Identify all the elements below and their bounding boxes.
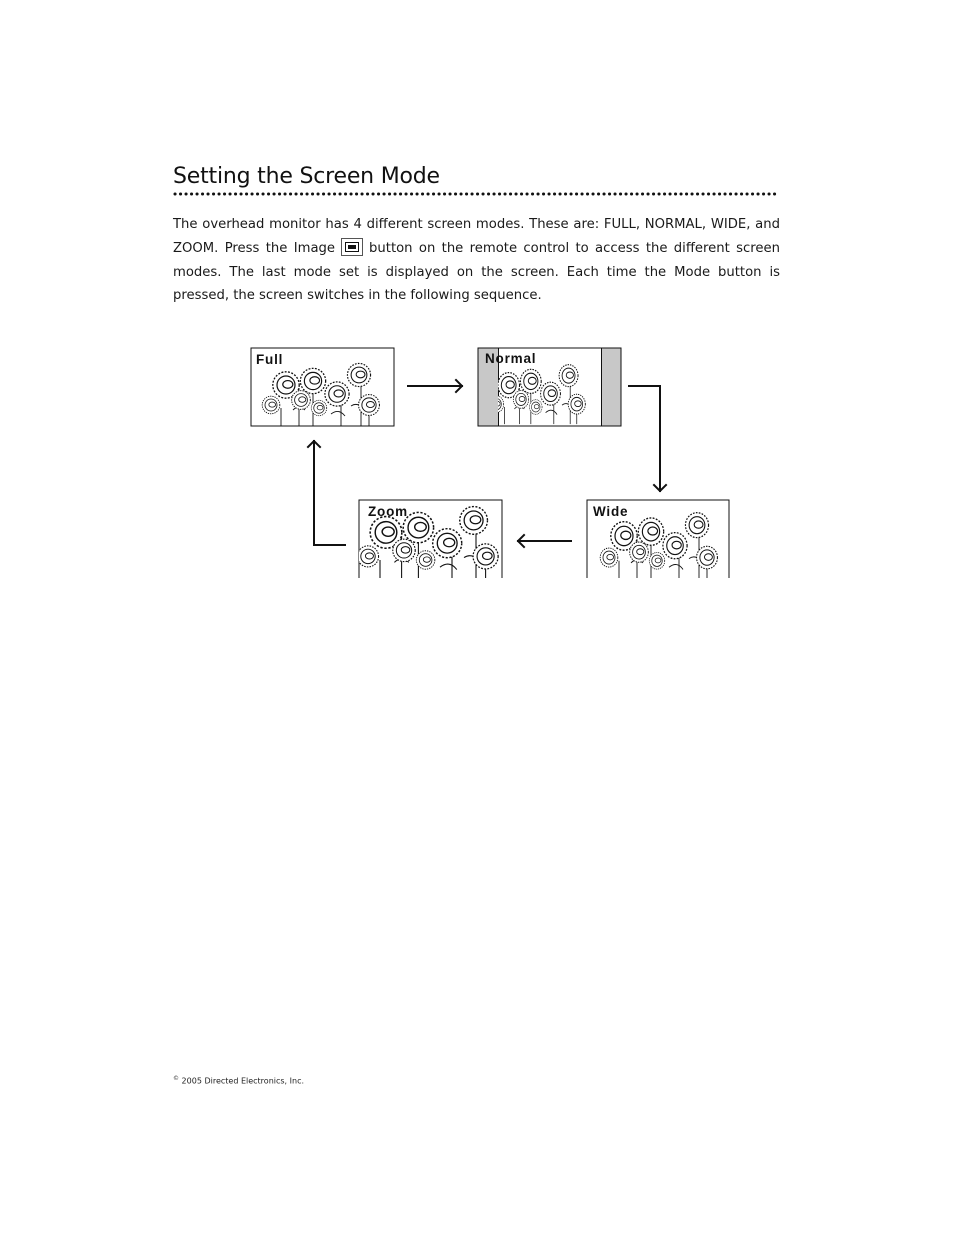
copyright-footer — [173, 1075, 304, 1086]
mode-label-full: Full — [256, 352, 284, 367]
mode-label-normal: Normal — [485, 351, 537, 366]
mode-label-zoom: Zoom — [368, 504, 408, 519]
paragraph-text-part2: button on the remote control to access the different screen modes. The last mode set is displayed on the screen. Each time the Mode button is pressed, the screen switches in the following sequence. — [173, 240, 780, 304]
mode-full-screen — [251, 348, 394, 426]
mode-label-wide: Wide — [593, 504, 629, 519]
arrow-wide-to-zoom — [518, 535, 571, 547]
title-dotted-rule — [173, 191, 781, 197]
arrow-normal-to-wide — [629, 386, 666, 491]
copyright-symbol: © — [173, 1075, 179, 1082]
image-mode-button-icon — [341, 238, 363, 256]
arrow-zoom-to-full — [308, 441, 345, 545]
screen-mode-sequence-diagram — [240, 340, 740, 585]
mode-zoom-screen — [357, 500, 502, 582]
arrow-full-to-normal — [408, 380, 462, 392]
paragraph-text-part1: The overhead monitor has 4 different screen modes. These are: FULL, NORMAL, WIDE, and ZOOM. Press the Image — [173, 217, 780, 256]
page-title: Setting the Screen Mode — [173, 164, 440, 189]
mode-normal-screen — [478, 348, 621, 426]
intro-paragraph — [173, 213, 780, 308]
copyright-text: 2005 Directed Electronics, Inc. — [181, 1076, 305, 1086]
mode-wide-screen — [587, 500, 729, 580]
